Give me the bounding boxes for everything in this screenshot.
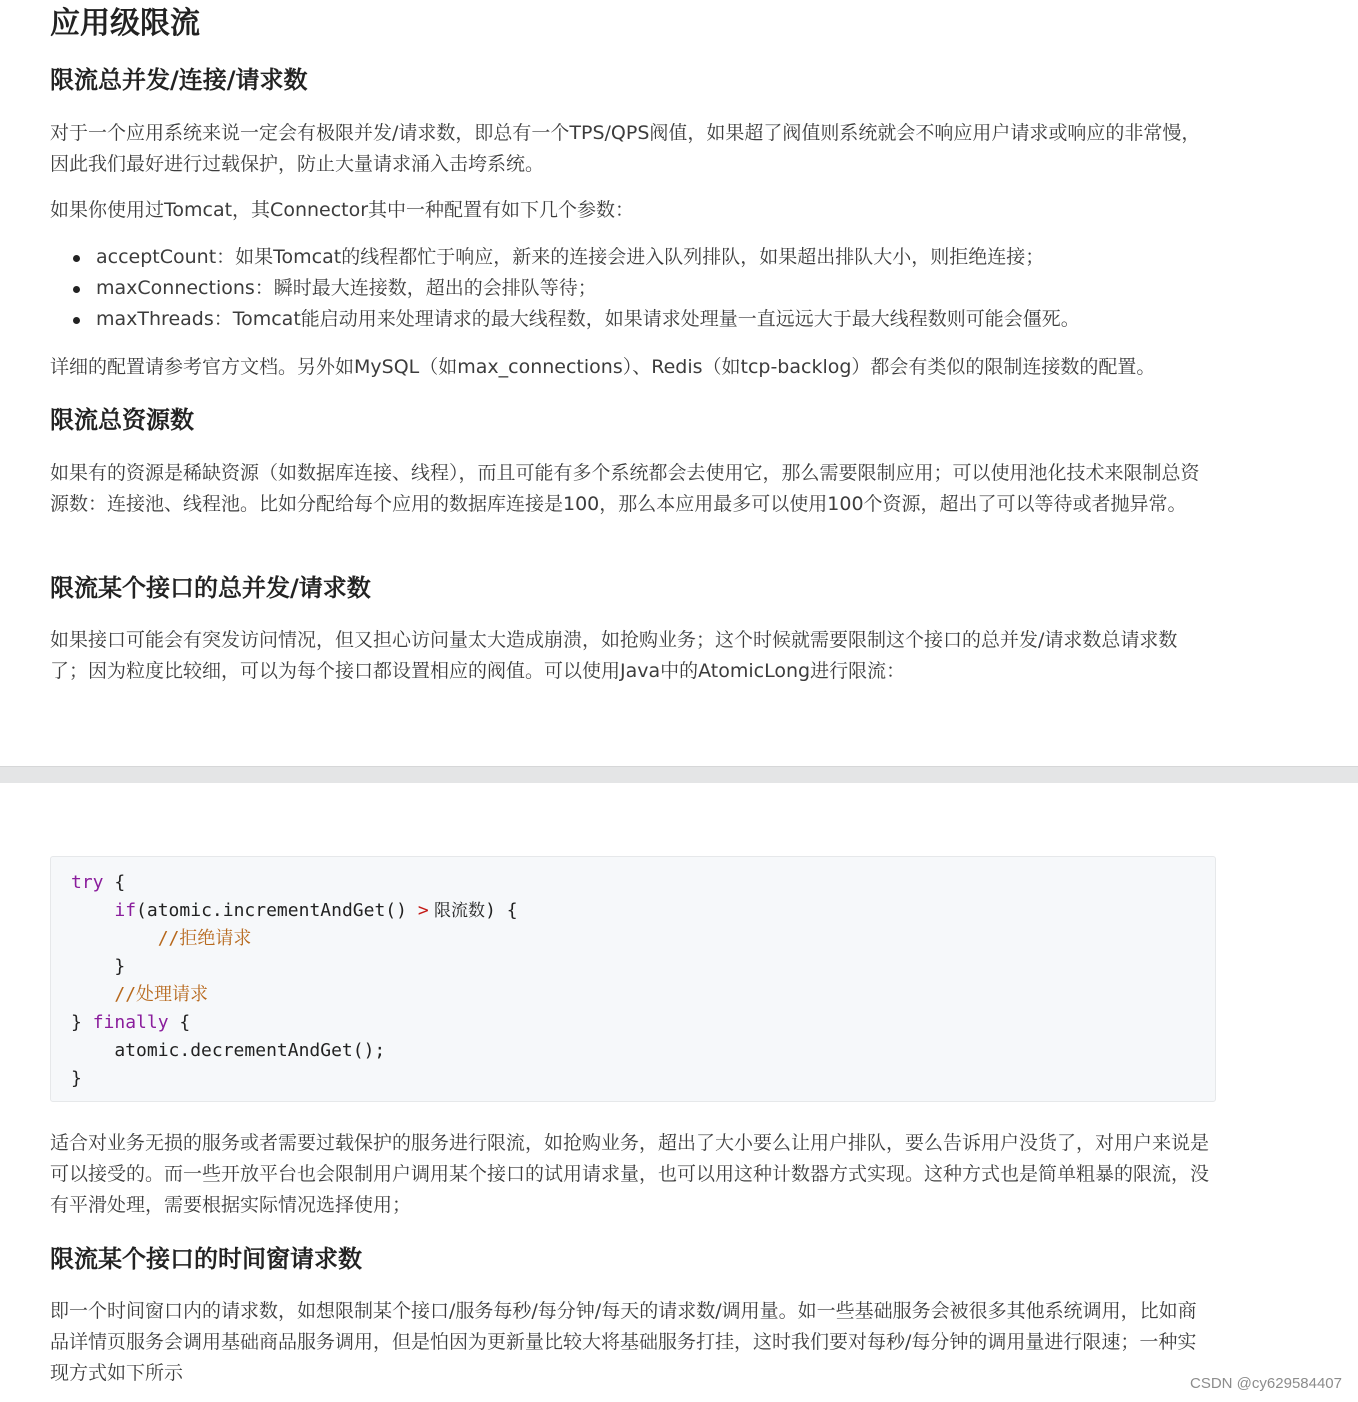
paragraph-resources: 如果有的资源是稀缺资源（如数据库连接、线程），而且可能有多个系统都会去使用它，那么需要限制应用；可以使用池化技术来限制总资源数：连接池、线程池。比如分配给每个应用的数据库连接是100，那么本应用最多可以使用100个资源，超出了可以等待或者抛异常。 — [50, 462, 1200, 515]
code-line: } finally { — [71, 1012, 191, 1033]
section-heading-interface-concurrency: 限流某个接口的总并发/请求数 — [50, 574, 371, 602]
tomcat-params-list — [50, 242, 1256, 335]
code-block — [50, 856, 1216, 1102]
paragraph-tomcat: 如果你使用过Tomcat，其Connector其中一种配置有如下几个参数： — [50, 199, 635, 221]
code-line: } — [71, 1068, 82, 1089]
code-line: } — [71, 956, 126, 977]
paragraph-intro: 对于一个应用系统来说一定会有极限并发/请求数，即总有一个TPS/QPS阀值，如果超了阀值则系统就会不响应用户请求或响应的非常慢，因此我们最好进行过载保护，防止大量请求涌入击垮系统。 — [50, 122, 1201, 175]
section-heading-total-concurrency: 限流总并发/连接/请求数 — [50, 66, 308, 94]
code-line: //拒绝请求 — [157, 928, 252, 949]
code-line: try { — [71, 872, 126, 893]
section-heading-time-window: 限流某个接口的时间窗请求数 — [50, 1245, 362, 1273]
code-line: atomic.decrementAndGet(); — [71, 1040, 386, 1061]
page-title: 应用级限流 — [50, 6, 200, 41]
code-line: //处理请求 — [114, 984, 209, 1005]
paragraph-time-window: 即一个时间窗口内的请求数，如想限制某个接口/服务每秒/每分钟/每天的请求数/调用量。如一些基础服务会被很多其他系统调用，比如商品详情页服务会调用基础商品服务调用，但是怕因为更新量比较大将基础服务打挂，这时我们要对每秒/每分钟的调用量进行限速；一种实现方式如下所示 — [50, 1300, 1197, 1384]
bullet-icon — [73, 317, 80, 324]
section-heading-total-resources: 限流总资源数 — [50, 406, 194, 434]
list-item: maxConnections：瞬时最大连接数，超出的会排队等待； — [96, 273, 1256, 304]
list-item: maxThreads：Tomcat能启动用来处理请求的最大线程数，如果请求处理量一直远远大于最大线程数则可能会僵死。 — [96, 304, 1256, 335]
code-line: if(atomic.incrementAndGet() > 限流数) { — [114, 900, 518, 921]
paragraph-config: 详细的配置请参考官方文档。另外如MySQL（如max_connections）、Redis（如tcp-backlog）都会有类似的限制连接数的配置。 — [50, 356, 1156, 378]
paragraph-interface: 如果接口可能会有突发访问情况，但又担心访问量太大造成崩溃，如抢购业务；这个时候就需要限制这个接口的总并发/请求数总请求数了；因为粒度比较细，可以为每个接口都设置相应的阀值。可以使用Java中的AtomicLong进行限流： — [50, 629, 1178, 682]
page-divider — [0, 766, 1358, 783]
watermark: CSDN @cy629584407 — [1190, 1375, 1342, 1392]
paragraph-after-code: 适合对业务无损的服务或者需要过载保护的服务进行限流，如抢购业务，超出了大小要么让用户排队，要么告诉用户没货了，对用户来说是可以接受的。而一些开放平台也会限制用户调用某个接口的试用请求量，也可以用这种计数器方式实现。这种方式也是简单粗暴的限流，没有平滑处理，需要根据实际情况选择使用； — [50, 1132, 1210, 1216]
list-item: acceptCount：如果Tomcat的线程都忙于响应，新来的连接会进入队列排队，如果超出排队大小，则拒绝连接； — [96, 242, 1256, 273]
bullet-icon — [73, 255, 80, 262]
bullet-icon — [73, 286, 80, 293]
